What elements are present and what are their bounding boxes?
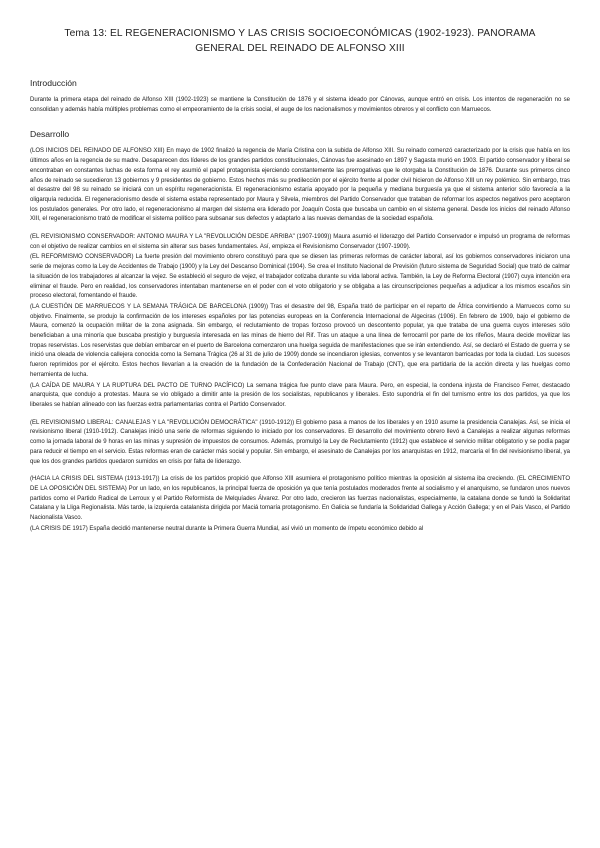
paragraph-crisis-1917: (LA CRISIS DE 1917) España decidió mantenerse neutral durante la Primera Guerra Mundial, así vivió un momento de ímpetu económico debido al bbox=[30, 525, 424, 532]
paragraph-caida-maura: (LA CAÍDA DE MAURA Y LA RUPTURA DEL PACTO DE TURNO PACÍFICO) La semana trágica fue punto clave para Maura. Pero, en especial, la condena injusta de Francisco Ferrer, destacado anarquista, que condujo a protestas. Maura se vio obligado a dimitir ante la presión de los socialistas, republicanos y liberales. Esto supondría el fin del turnismo entre los dos partidos, ya que los liberales se habían alineado con las fuerzas extra parlamentarias contra el Partido Conservador. bbox=[30, 382, 570, 408]
intro-heading: Introducción bbox=[30, 78, 77, 88]
title-line-1: Tema 13: EL REGENERACIONISMO Y LAS CRISIS SOCIOECONÓMICAS (1902-1923). PANORAMA bbox=[64, 28, 536, 39]
paragraph-crisis-sistema: (HACIA LA CRISIS DEL SISTEMA (1913-1917)) La crisis de los partidos propició que Alfonso XIII asumiera el protagonismo político mientras la oposición al sistema iba creciendo. (EL CRECIMIENTO DE LA OPOSICIÓN DEL SISTEMA) Por un lado, en los republicanos, la principal fuerza de oposición ya que tenía postulados moderados frente al socialismo y el anarquismo, se fundaron unos nuevos partidos como el Partido Radical de Lerroux y el Partido Reformista de Melquíades Álvarez. Por otro lado, crecieron las fuerzas nacionalistas, especialmente, la catalana donde se fundó la Solidaritat Catalana y la Lliga Regionalista. Más tarde, la izquierda catalanista dirigida por Maciá tomaría protagonismo. En Galicia se fundaría la Solidaridad Gallega y Acción Gallega; y en el País Vasco, el Partido Nacionalista Vasco. bbox=[30, 476, 570, 522]
intro-paragraph: Durante la primera etapa del reinado de Alfonso XIII (1902-1923) se mantiene la Constitución de 1876 y el sistema ideado por Cánovas, aunque entró en crisis. Los intentos de regeneración no se consolidan y además había múltiples problemas como el empeoramiento de la crisis social, el auge de los nacionalismos y movimientos obreros y el conflicto con Marruecos. bbox=[30, 97, 570, 113]
paragraph-revisionismo-liberal: (EL REVISIONISMO LIBERAL: CANALEJAS Y LA "REVOLUCIÓN DEMOCRÁTICA" (1910-1912)) El gobierno pasa a manos de los liberales y en 1910 asume la presidencia Canalejas. Así, se inicia el revisionismo liberal (1910-1912). Canalejas inició una serie de reformas siguiendo lo iniciado por los conservadores. El desarrollo del movimiento obrero llevó a Canalejas a realizar algunas reformas como la jornada laboral de 9 horas en las minas y supresión de impuestos de consumos. Además, promulgó la Ley de Reclutamiento (1912) que establece el servicio militar obligatorio y se podía pagar para reducir el tiempo en el servicio. Estas reformas eran de carácter más social y popular. Sin embargo, el asesinato de Canalejas por los anarquistas en 1912, marcaría el fin del revisionismo liberal, ya que los dos grandes partidos quedaron sumidos en crisis por falta de liderazgo. bbox=[30, 419, 570, 465]
paragraph-inicios: (LOS INICIOS DEL REINADO DE ALFONSO XIII) En mayo de 1902 finalizó la regencia de María Cristina con la subida de Alfonso XIII. Su reinado comenzó caracterizado por la crisis que había en los últimos años en la regencia de su madre. Desaparecen dos líderes de los grandes partidos constitucionales, Cánovas fue asesinado en 1897 y Sagasta murió en 1903. El partido conservador y liberal se encontraban en constantes luchas de esta forma el rey asumió el papel protagonista ejerciendo constantemente las prerrogativas que le otorgaba la Constitución de 1876. Durante sus primeros cinco años de reinado se sucedieron 13 gobiernos y 9 presidentes de gobierno. Estos hechos más su predilección por el ejército frente al poder civil hicieron de Alfonso XIII un rey polémico. Sin embargo, tras el desastre del 98 su reinado se iniciará con un espíritu regeneracionista. El regeneracionismo estaría apoyado por la pequeña y mediana burguesía ya que el sistema anterior sólo favorecía a la oligarquía reducida. El regeneracionismo desde el sistema estaba representado por Maura y Silvela, miembros del Partido Conservador que trataban de reformar los aspectos negativos pero aceptaron los postulados generales. Por otro lado, el regeneracionismo al margen del sistema era liderado por Joaquín Costa que buscaba un cambio en el sistema general. Desde los inicios del reinado Alfonso XIII, el regeneracionismo trató de modificar el sistema político para subsanar sus defectos y adaptarlo a las nuevas demandas de la sociedad española. bbox=[30, 148, 570, 223]
paragraph-reformismo-conservador: (EL REFORMISMO CONSERVADOR) La fuerte presión del movimiento obrero constituyó para que se diesen las primeras reformas de carácter laboral, así los gobiernos conservadores iniciaron una serie de mejoras como la Ley de Accidentes de Trabajo (1900) y la Ley del Descanso Dominical (1904). Se crea el Instituto Nacional de Previsión (futuro sistema de Seguridad Social) que trató de calmar la situación de los trabajadores al alcanzar la vejez. Se estableció el seguro de vejez, el trabajador cotizaba durante su vida laboral activa. También, la Ley de Reforma Electoral (1907) cuya intención era eliminar el fraude. Pero en realidad, los conservadores intentaban mantenerse en el poder con el voto obligatorio y se obligaba a las circunscripciones pequeñas a adjudicar a los mismos escaños sin proceso electoral, fomentando el fraude. bbox=[30, 254, 570, 300]
title-line-2: GENERAL DEL REINADO DE ALFONSO XIII bbox=[195, 43, 405, 54]
paragraph-marruecos: (LA CUESTIÓN DE MARRUECOS Y LA SEMANA TRÁGICA DE BARCELONA (1909)) Tras el desastre del 98, España trató de participar en el reparto de África convirtiendo a Marruecos como su objetivo. Finalmente, se produjo la confirmación de los intereses españoles por las potencias europeas en la Conferencia Internacional de Algeciras (1906). En febrero de 1909, bajo el gobierno de Maura, comenzó la ocupación militar de la zona asignada. Sin embargo, el reclutamiento de tropas forzoso provocó un descontento popular, ya que trataba de una guerra cuyos intereses sólo beneficiaban a una minoría que buscaba prestigio y burguesía interesada en las minas de hierro del Rif. Tras un ataque a una línea de ferrocarril por parte de los rifeños, Maura decide movilizar las tropas reservistas. Los reservistas que debían embarcar en el puerto de Barcelona comenzaron una huelga seguida de manifestaciones que se irán extendiendo. Así, se declaró el Estado de guerra y se inició una oleada de violencia callejera conocida como la Semana Trágica (26 al 31 de julio de 1909) donde se incendiaron iglesias, conventos y se levantaron barricadas por toda la ciudad. Los sucesos fueron reprimidos por el ejército. Estos hechos llevarían a la creación de la fundación de la Confederación Nacional de Trabajo (CNT), que era partidaria de la acción directa y las huelgas como herramienta de lucha. bbox=[30, 303, 570, 378]
document-title bbox=[30, 26, 570, 56]
development-heading: Desarrollo bbox=[30, 129, 70, 140]
paragraph-revisionismo-conservador: (EL REVISIONISMO CONSERVADOR: ANTONIO MAURA Y LA "REVOLUCIÓN DESDE ARRIBA" (1907-1909)) Maura asumió el liderazgo del Partido Conservador e impulsó un programa de reformas con el objetivo de realizar cambios en el sistema sin alterar sus bases fundamentales. Así, empieza el Revisionismo Conservador (1907-1909). bbox=[30, 234, 570, 250]
